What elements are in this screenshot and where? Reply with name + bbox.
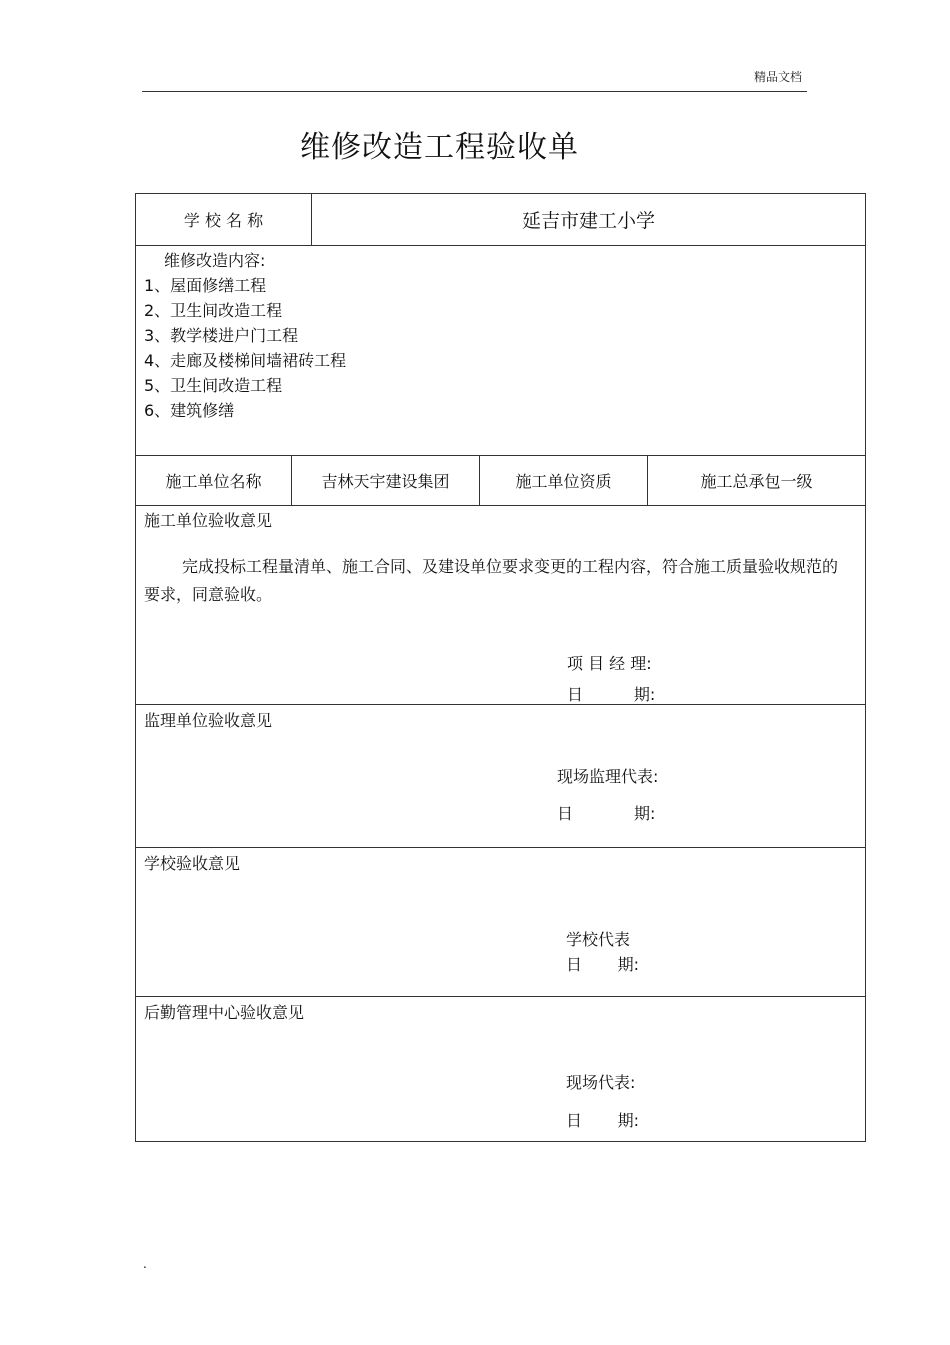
supervisor-opinion-heading: 监理单位验收意见 — [144, 711, 273, 730]
contractor-name-value-cell — [291, 456, 479, 505]
school-sign-label: 学校代表 — [566, 930, 631, 949]
contractor-date-label: 日 期: — [567, 685, 656, 704]
school-label: 学 校 名 称 — [183, 211, 264, 230]
contractor-qual-label: 施工单位资质 — [515, 472, 612, 491]
logistics-opinion-heading: 后勤管理中心验收意见 — [144, 1003, 305, 1022]
project-manager-label: 项 目 经 理: — [567, 654, 652, 673]
contents-item-2: 2、卫生间改造工程 — [144, 301, 283, 320]
school-label-cell — [136, 194, 311, 245]
contents-item-1: 1、屋面修缮工程 — [144, 276, 267, 295]
page-title: 维修改造工程验收单 — [300, 130, 579, 165]
contents-row — [136, 245, 865, 455]
contents-item-3: 3、教学楼进户门工程 — [144, 326, 299, 345]
contractor-qual-label-cell — [479, 456, 647, 505]
header-label: 精品文档 — [753, 70, 802, 84]
contractor-opinion-text: 完成投标工程量清单、施工合同、及建设单位要求变更的工程内容，符合施工质量验收规范的要求，同意验收。 — [144, 557, 839, 604]
logistics-date-label: 日 期: — [566, 1111, 639, 1130]
contents-item-5: 5、卫生间改造工程 — [144, 376, 283, 395]
logistics-opinion-row — [136, 996, 865, 1141]
school-value: 延吉市建工小学 — [521, 210, 655, 232]
contractor-row — [136, 455, 865, 505]
school-opinion-row — [136, 847, 865, 996]
school-row — [136, 194, 865, 245]
acceptance-form — [135, 193, 866, 1142]
contractor-name-label-cell — [136, 456, 291, 505]
supervisor-sign-label: 现场监理代表: — [557, 767, 659, 786]
footer-dot: . — [143, 1257, 147, 1271]
contents-item-6: 6、建筑修缮 — [144, 401, 235, 420]
contents-heading: 维修改造内容: — [164, 251, 266, 270]
school-date-label: 日 期: — [566, 955, 639, 974]
contractor-qual-value-cell — [647, 456, 865, 505]
header-rule — [142, 91, 807, 92]
supervisor-date-label: 日 期: — [557, 804, 656, 823]
logistics-sign-label: 现场代表: — [566, 1073, 636, 1092]
contractor-opinion-row — [136, 505, 865, 704]
contents-item-4: 4、走廊及楼梯间墙裙砖工程 — [144, 351, 347, 370]
supervisor-opinion-row — [136, 704, 865, 847]
contractor-qual-value: 施工总承包一级 — [700, 472, 813, 491]
contractor-name-value: 吉林天宇建设集团 — [321, 472, 450, 491]
contractor-name-label: 施工单位名称 — [165, 472, 262, 491]
school-value-cell — [311, 194, 865, 245]
contractor-opinion-heading: 施工单位验收意见 — [144, 511, 273, 530]
school-opinion-heading: 学校验收意见 — [144, 854, 241, 873]
